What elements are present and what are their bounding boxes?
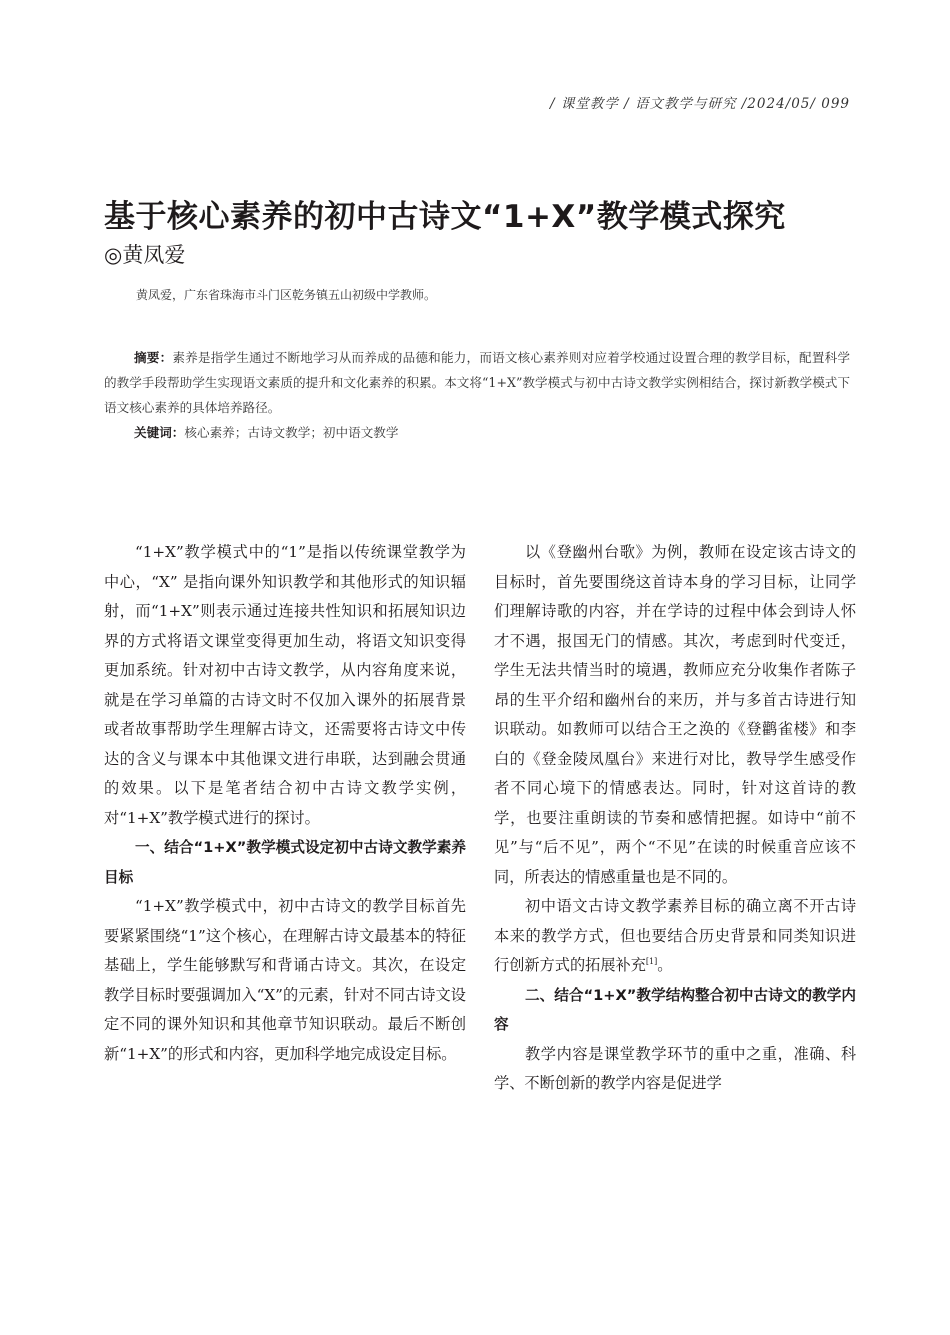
keywords-text: 核心素养；古诗文教学；初中语文教学 [184,425,399,440]
body-paragraph: “1+X”教学模式中，初中古诗文的教学目标首先要紧紧围绕“1”这个核心，在理解古诗文最基本的特征基础上，学生能够默写和背诵古诗文。其次，在设定教学目标时要强调加入“X”的元素，针对不同古诗文设定不同的课外知识和其他章节知识联动。最后不断创新“1+X”的形式和内容，更加科学地完成设定目标。 [104,897,466,1063]
section-heading-1: 一、结合“1+X”教学模式设定初中古诗文教学素养目标 [104,839,466,886]
abstract-paragraph [104,345,850,420]
citation-ref: [1] [645,956,658,966]
keywords-label: 关键词： [134,425,185,440]
right-column [494,538,856,1099]
author-name: ◎黄凤爱 [104,243,186,267]
paragraph-text: 初中语文古诗文教学素养目标的确立离不开古诗本来的教学方式，但也要结合历史背景和同类知识进行创新方式的拓展补充 [494,897,856,974]
body-paragraph: 教学内容是课堂教学环节的重中之重，准确、科学、不断创新的教学内容是促进学 [494,1044,856,1092]
abstract-block [104,345,850,445]
body-paragraph [494,892,856,981]
body-paragraph: “1+X”教学模式中的“1”是指以传统课堂教学为中心，“X” 是指向课外知识教学和其他形式的知识辐射，而“1+X”则表示通过连接共性知识和拓展知识边界的方式将语文课堂变得更加生动，将语文知识变得更加系统。针对初中古诗文教学，从内容角度来说，就是在学习单篇的古诗文时不仅加入课外的拓展背景或者故事帮助学生理解古诗文，还需要将古诗文中传达的含义与课本中其他课文进行串联，达到融会贯通的效果。以下是笔者结合初中古诗文教学实例，对“1+X”教学模式进行的探讨。 [104,543,466,827]
body-paragraph: 以《登幽州台歌》为例，教师在设定该古诗文的目标时，首先要围绕这首诗本身的学习目标，让同学们理解诗歌的内容，并在学诗的过程中体会到诗人怀才不遇，报国无门的情感。其次，考虑到时代变迁，学生无法共情当时的境遇，教师应充分收集作者陈子昂的生平介绍和幽州台的来历，并与多首古诗进行知识联动。如教师可以结合王之涣的《登鹳雀楼》和李白的《登金陵凤凰台》来进行对比，教导学生感受作者不同心境下的情感表达。同时，针对这首诗的教学，也要注重朗读的节奏和感情把握。如诗中“前不见”与“后不见”，两个“不见”在读的时候重音应该不同，所表达的情感重量也是不同的。 [494,543,856,886]
abstract-label: 摘要： [134,350,173,365]
abstract-text: 素养是指学生通过不断地学习从而养成的品德和能力，而语文核心素养则对应着学校通过设置合理的教学目标，配置科学的教学手段帮助学生实现语文素质的提升和文化素养的积累。本文将“1+X”教学模式与初中古诗文教学实例相结合，探讨新教学模式下语文核心素养的具体培养路径。 [104,350,851,415]
running-header: / 课堂教学 / 语文教学与研究 /2024/05/ 099 [550,96,850,112]
keywords-paragraph [104,420,850,445]
author-affiliation: 黄凤爱，广东省珠海市斗门区乾务镇五山初级中学教师。 [136,288,437,302]
section-heading-2: 二、结合“1+X”教学结构整合初中古诗文的教学内容 [494,986,856,1033]
article-title: 基于核心素养的初中古诗文“1+X”教学模式探究 [104,198,786,235]
paragraph-end: 。 [657,956,673,974]
left-column [104,538,466,1069]
